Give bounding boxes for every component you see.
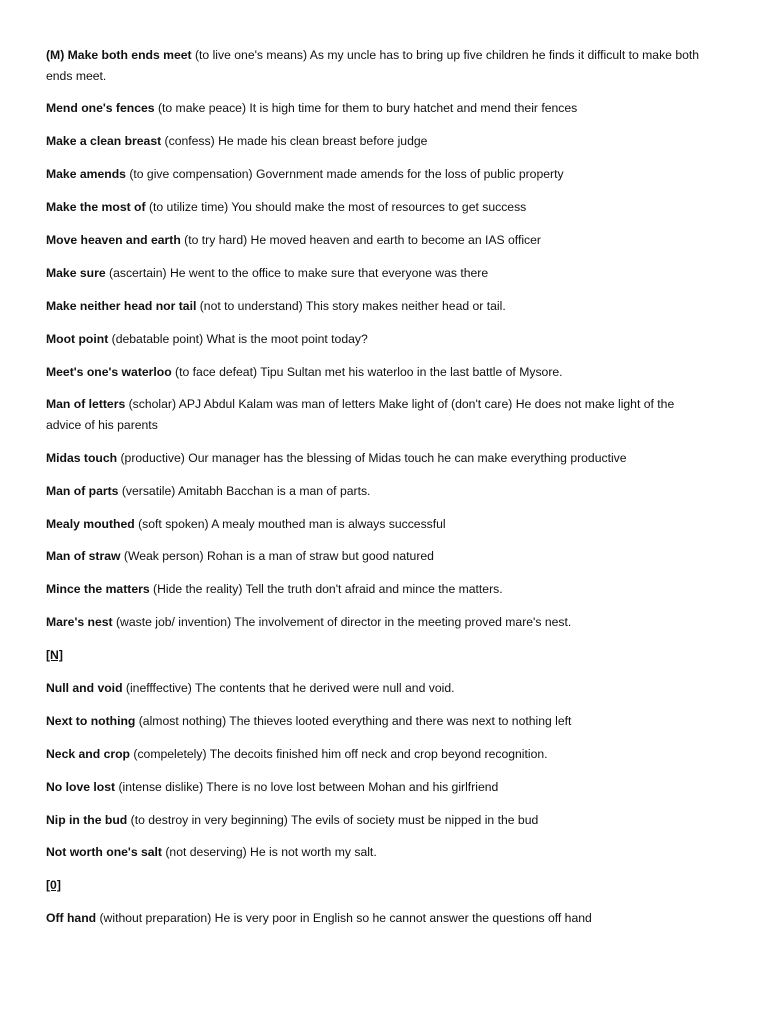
idiom-term: Off hand [46,911,97,926]
idiom-term: Man of letters [46,397,126,412]
idiom-definition: (to live one's means) As my uncle has to bring up five children he finds it difficult to make both ends meet. [46,48,700,83]
idiom-entry [46,329,710,350]
idiom-entry [46,481,710,502]
idiom-definition: (soft spoken) A mealy mouthed man is always successful [134,516,446,531]
idiom-entry [46,197,710,218]
idiom-term: Man of parts [46,483,119,498]
section-header-n: [N] [46,648,63,663]
idiom-term: Meet's one's waterloo [46,364,172,379]
idiom-term: Mare's nest [46,615,113,630]
idiom-term: Mend one's fences [46,101,155,116]
idiom-definition: (scholar) APJ Abdul Kalam was man of letters Make light of (don't care) He does not make light of the advice of his parents [46,397,675,432]
idiom-entry [46,131,710,152]
idiom-term: Moot point [46,331,109,346]
idiom-definition: (almost nothing) The thieves looted everything and there was next to nothing left [135,713,572,728]
idiom-entry [46,514,710,535]
idiom-entry [46,362,710,383]
idiom-definition: (without preparation) He is very poor in English so he cannot answer the questions off hand [96,911,592,926]
idiom-term: Not worth one's salt [46,845,162,860]
idiom-term: Man of straw [46,549,121,564]
idiom-term: Make amends [46,167,126,182]
idiom-entry [46,448,710,469]
idiom-definition: (Weak person) Rohan is a man of straw but good natured [120,549,434,564]
idiom-definition: (versatile) Amitabh Bacchan is a man of parts. [118,483,371,498]
idiom-term: Make sure [46,265,106,280]
idiom-term: Nip in the bud [46,812,128,827]
idiom-definition: (ascertain) He went to the office to make sure that everyone was there [105,265,489,280]
idiom-entry [46,263,710,284]
idiom-definition: (intense dislike) There is no love lost between Mohan and his girlfriend [115,779,499,794]
idiom-term: No love lost [46,779,116,794]
idiom-entry [46,296,710,317]
idiom-term: Make a clean breast [46,134,162,149]
idiom-entry [46,744,710,765]
idiom-definition: (not deserving) He is not worth my salt. [161,845,377,860]
idiom-definition: (to make peace) It is high time for them to bury hatchet and mend their fences [154,101,578,116]
idiom-definition: (confess) He made his clean breast before judge [161,134,428,149]
idiom-definition: (waste job/ invention) The involvement of director in the meeting proved mare's nest. [112,615,572,630]
idiom-definition: (to face defeat) Tipu Sultan met his waterloo in the last battle of Mysore. [171,364,563,379]
idiom-definition: (to utilize time) You should make the most of resources to get success [145,200,527,215]
idiom-term: (M) Make both ends meet [46,48,192,62]
idiom-entry [46,908,710,929]
idiom-entry [46,777,710,798]
idiom-entry [46,45,710,86]
idiom-term: Make neither head nor tail [46,298,197,313]
section-header-o: [0] [46,878,61,893]
idiom-entry [46,579,710,600]
idiom-entry [46,164,710,185]
idiom-term: Null and void [46,681,123,696]
idiom-definition: (inefffective) The contents that he derived were null and void. [122,681,455,696]
idiom-entry [46,678,710,699]
idiom-definition: (to give compensation) Government made amends for the loss of public property [125,167,564,182]
idiom-definition: (productive) Our manager has the blessing of Midas touch he can make everything productive [117,450,627,465]
idiom-entry [46,98,710,119]
idiom-term: Next to nothing [46,713,136,728]
idiom-entry [46,546,710,567]
idiom-term: Neck and crop [46,746,130,761]
idiom-entry [46,810,710,831]
idiom-entry [46,612,710,633]
idiom-term: Make the most of [46,200,146,215]
idiom-definition: (compeletely) The decoits finished him off neck and crop beyond recognition. [130,746,548,761]
idiom-term: Move heaven and earth [46,232,181,247]
idiom-entry [46,711,710,732]
idiom-entry [46,230,710,251]
idiom-entry [46,394,710,435]
idiom-term: Midas touch [46,450,118,465]
idiom-definition: (not to understand) This story makes neither head or tail. [196,298,506,313]
idiom-definition: (to destroy in very beginning) The evils of society must be nipped in the bud [127,812,539,827]
idiom-term: Mealy mouthed [46,516,135,531]
idiom-term: Mince the matters [46,582,150,597]
idiom-definition: (to try hard) He moved heaven and earth to become an IAS officer [180,232,541,247]
document-page [46,45,710,941]
idiom-definition: (debatable point) What is the moot point today? [108,331,368,346]
idiom-definition: (Hide the reality) Tell the truth don't afraid and mince the matters. [149,582,503,597]
idiom-entry [46,842,710,863]
